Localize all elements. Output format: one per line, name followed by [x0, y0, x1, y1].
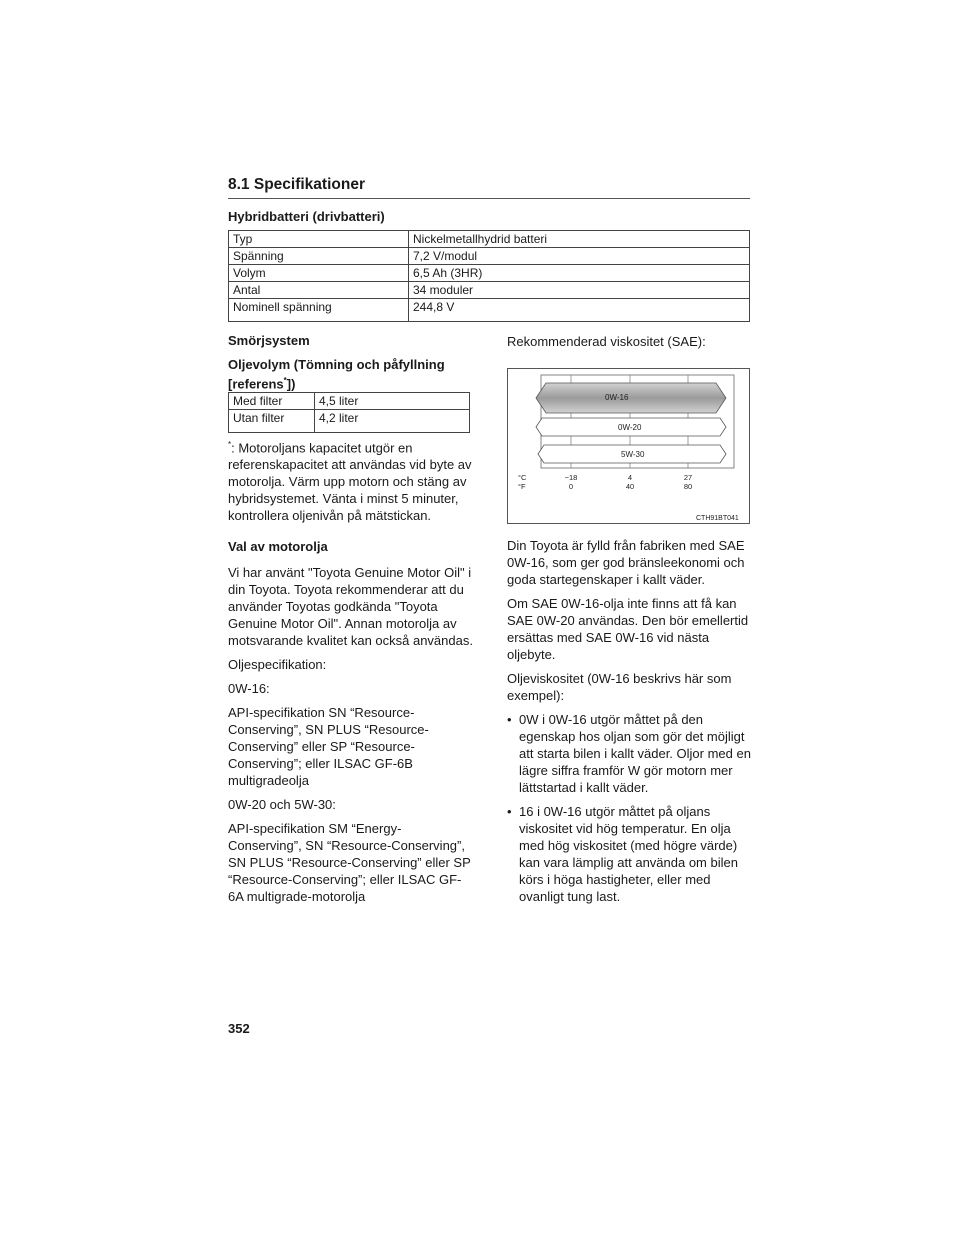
- row-value: 4,2 liter: [315, 410, 470, 433]
- paragraph: Vi har använt "Toyota Genuine Motor Oil" i din Toyota. Toyota rekommenderar att du använder Toyotas godkända "Toyota Genuine Motor Oil". Annan motorolja av motsvarande kvalitet kan också användas.: [228, 565, 473, 648]
- paragraph: Om SAE 0W-16-olja inte finns att få kan SAE 0W-20 användas. Den bör emellertid ersättas med SAE 0W-16 vid nästa oljebyte.: [507, 596, 749, 662]
- tick-label: 80: [683, 482, 693, 491]
- row-label: Volym: [229, 265, 409, 282]
- hybrid-battery-table: [228, 230, 750, 322]
- figure-id: CTH91BT041: [696, 515, 739, 522]
- viscosity-chart: [508, 369, 749, 523]
- oil-volume-table: [228, 392, 470, 433]
- unit-celsius: °C: [518, 473, 527, 482]
- oil-volume-heading: [228, 357, 473, 392]
- band-label: 5W-30: [621, 450, 645, 459]
- oil-choice-heading: Val av motorolja: [228, 539, 328, 554]
- page-number: 352: [228, 1021, 250, 1036]
- oil-volume-heading-line2: [referens: [228, 376, 284, 392]
- table-row: [229, 248, 750, 265]
- tick-label: 40: [625, 482, 635, 491]
- oil-volume-heading-line1: Oljevolym (Tömning och påfyllning: [228, 357, 445, 372]
- table-row: [229, 299, 750, 322]
- band-0w16: [536, 383, 726, 413]
- paragraph: API-specifikation SM “Energy-Conserving”, SN “Resource-Conserving”, SN PLUS “Resource-Conserving” eller SP “Resource-Conserving”; eller ILSAC GF-6A multigrade-motorolja: [228, 821, 471, 904]
- row-label: Typ: [229, 231, 409, 248]
- row-label: Spänning: [229, 248, 409, 265]
- list-item: • 16 i 0W-16 utgör måttet på oljans viskositet vid hög temperatur. En olja med hög viskositet (med högre värde) kan vara lämplig att använda om bilen körs i höga hastigheter, eller med ovanligt tung last.: [507, 803, 752, 905]
- paragraph: Oljeviskositet (0W-16 beskrivs här som exempel):: [507, 671, 732, 703]
- band-label: 0W-16: [605, 393, 629, 402]
- row-value: Nickelmetallhydrid batteri: [409, 231, 750, 248]
- row-label: Antal: [229, 282, 409, 299]
- viscosity-body: [507, 537, 752, 912]
- row-value: 6,5 Ah (3HR): [409, 265, 750, 282]
- paragraph: 0W-16:: [228, 681, 270, 696]
- row-value: 34 moduler: [409, 282, 750, 299]
- paragraph: 0W-20 och 5W-30:: [228, 797, 336, 812]
- paragraph: Din Toyota är fylld från fabriken med SAE 0W-16, som ger god bränsleekonomi och goda startegenskaper i kallt väder.: [507, 538, 745, 587]
- row-value: 4,5 liter: [315, 393, 470, 410]
- row-value: 244,8 V: [409, 299, 750, 322]
- unit-fahrenheit: °F: [518, 482, 526, 491]
- viscosity-bullets: [507, 711, 752, 905]
- lubrication-heading: Smörjsystem: [228, 333, 310, 348]
- oil-volume-heading-end: ]): [286, 376, 296, 392]
- viscosity-figure: [507, 368, 750, 524]
- table-row: [229, 282, 750, 299]
- row-label: Med filter: [229, 393, 315, 410]
- row-label: Utan filter: [229, 410, 315, 433]
- tick-label: 4: [627, 473, 633, 482]
- oil-choice-body: [228, 564, 473, 912]
- tick-label: 0: [568, 482, 574, 491]
- paragraph: Oljespecifikation:: [228, 657, 327, 672]
- hybrid-battery-heading: Hybridbatteri (drivbatteri): [228, 209, 385, 224]
- footnote-marker: *: [228, 440, 232, 449]
- viscosity-heading: Rekommenderad viskositet (SAE):: [507, 334, 706, 349]
- table-row: [229, 265, 750, 282]
- row-value: 7,2 V/modul: [409, 248, 750, 265]
- row-label: Nominell spänning: [229, 299, 409, 322]
- tick-label: −18: [564, 473, 578, 482]
- paragraph: API-specifikation SN “Resource-Conserving”, SN PLUS “Resource-Conserving” eller SP “Resource-Conserving”; eller ILSAC GF-6B multigradeolja: [228, 705, 429, 788]
- footnote-marker: *: [283, 376, 287, 385]
- tick-label: 27: [683, 473, 693, 482]
- list-item: • 0W i 0W-16 utgör måttet på den egenskap hos oljan som gör det möjligt att starta bilen i kallt väder. Oljor med en lägre siffra framför W gör motorn mer lättstartad i kallt väder.: [507, 711, 752, 796]
- footnote-text: : Motoroljans kapacitet utgör en referenskapacitet att användas vid byte av motorolja. Värm upp motorn och stäng av hybridsystemet. Vänta i minst 5 minuter, kontrollera oljenivån på mätstickan.: [228, 440, 472, 524]
- table-row: [229, 231, 750, 248]
- table-row: [229, 393, 470, 410]
- footnote: [228, 436, 473, 524]
- section-title: 8.1 Specifikationer: [228, 176, 365, 193]
- table-row: [229, 410, 470, 433]
- band-label: 0W-20: [618, 423, 642, 432]
- section-divider: [228, 198, 750, 199]
